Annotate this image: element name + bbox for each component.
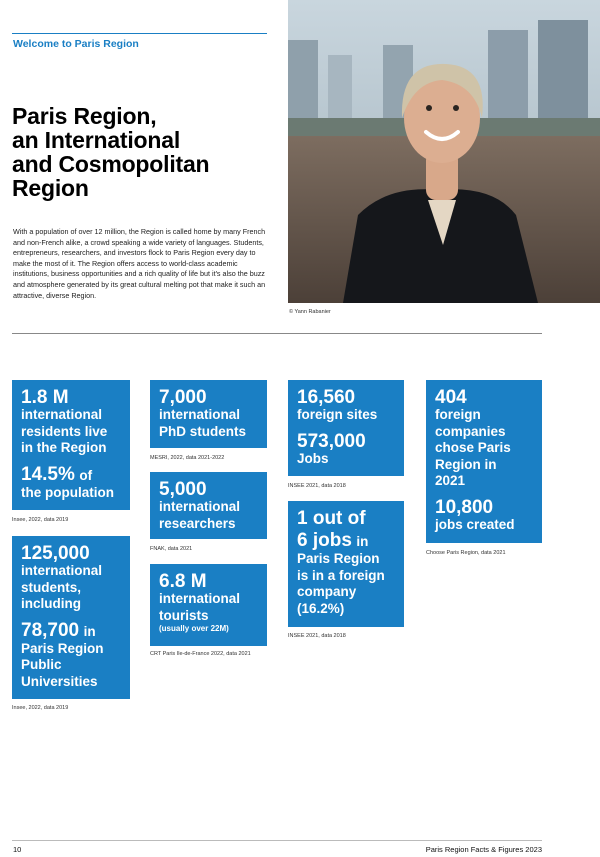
- jobs-ratio-line1: 1 out of: [297, 508, 366, 529]
- foreign-sites-source: INSEE 2021, data 2018: [288, 483, 346, 489]
- companies-value: 404: [435, 387, 467, 408]
- residents-pct-of: of: [79, 467, 93, 483]
- photo-credit: © Yann Rabanier: [289, 309, 331, 315]
- students-label-2: students,: [21, 579, 82, 595]
- card-phd-students: [150, 380, 267, 448]
- jobs-ratio-source: INSEE 2021, data 2018: [288, 633, 346, 639]
- residents-source: Insee, 2022, data 2019: [12, 517, 69, 523]
- foreign-sites-value: 16,560: [297, 387, 356, 408]
- title-line-2: an International: [12, 127, 181, 153]
- residents-label-2: residents live: [21, 423, 108, 439]
- jobs-ratio-label-1: Paris Region: [297, 551, 380, 566]
- footer-rule: [12, 840, 542, 841]
- jobs-ratio-label-4: (16.2%): [297, 600, 345, 616]
- tourists-label-2: tourists: [159, 607, 209, 623]
- jobs-label: Jobs: [297, 450, 329, 466]
- companies-source: Choose Paris Region, data 2021: [426, 550, 506, 556]
- students-source: Insee, 2022, data 2019: [12, 705, 69, 711]
- card-foreign-companies: [426, 380, 542, 543]
- card-jobs-ratio: [288, 501, 404, 627]
- foreign-sites-label: foreign sites: [297, 407, 378, 422]
- card-international-students: [12, 536, 130, 699]
- researchers-value: 5,000: [159, 479, 207, 500]
- jobs-created-value: 10,800: [435, 496, 494, 518]
- jobs-ratio-label-3: company: [297, 584, 357, 599]
- residents-value: 1.8 M: [21, 387, 69, 408]
- students-label2-2: Public: [21, 657, 62, 672]
- page-number: 10: [13, 845, 22, 854]
- residents-pct-label: the population: [21, 484, 114, 500]
- jobs-created-label: jobs created: [435, 516, 515, 532]
- students-label2-3: Universities: [21, 673, 98, 689]
- portrait-photo: [288, 0, 600, 303]
- researchers-label-1: international: [159, 499, 241, 514]
- card-foreign-sites: [288, 380, 404, 476]
- card-international-residents: [12, 380, 130, 510]
- students-label-3: including: [21, 596, 81, 611]
- card-tourists: [150, 564, 267, 646]
- students-label-1: international: [21, 563, 103, 578]
- page-title: [12, 104, 272, 200]
- publication-title: Paris Region Facts & Figures 2023: [425, 845, 542, 854]
- tourists-label-1: international: [159, 591, 241, 606]
- phd-value: 7,000: [159, 387, 207, 408]
- title-line-3: and Cosmopolitan: [12, 151, 210, 177]
- tourists-source: CRT Paris Ile-de-France 2022, data 2021: [150, 651, 251, 657]
- phd-label-2: PhD students: [159, 423, 247, 439]
- section-kicker: Welcome to Paris Region: [13, 38, 139, 50]
- researchers-source: FNAK, data 2021: [150, 546, 193, 552]
- students-value: 125,000: [21, 543, 90, 564]
- title-line-4: Region: [12, 175, 89, 201]
- residents-label-3: in the Region: [21, 440, 107, 455]
- tourists-note: (usually over 22M): [159, 624, 229, 633]
- companies-label-2: companies: [435, 423, 506, 439]
- companies-label-1: foreign: [435, 407, 481, 422]
- residents-label-1: international: [21, 407, 103, 422]
- intro-paragraph: With a population of over 12 million, the Region is called home by many French and non-French alike, a crowd speaking a wide variety of languages. Students, entrepreneurs, researchers, and investors flock to Paris Region every day to make the most of it. The Region offers access to world-class academic institutions, business opportunities and a rich quality of life but it's also the buzz and atmosphere generated by its great cultural melting pot that make it such an attractive, diverse Region.: [13, 227, 266, 300]
- card-researchers: [150, 472, 267, 539]
- section-divider: [12, 333, 542, 334]
- tourists-value: 6.8 M: [159, 571, 207, 592]
- jobs-value: 573,000: [297, 430, 366, 452]
- jobs-ratio-label-2: is in a foreign: [297, 567, 385, 583]
- title-line-1: Paris Region,: [12, 103, 157, 129]
- phd-label-1: international: [159, 407, 241, 422]
- students-label2-1: Paris Region: [21, 640, 104, 656]
- students-value2-in: in: [83, 623, 96, 639]
- companies-label-4: Region in: [435, 456, 497, 472]
- phd-source: MESRI, 2022, data 2021-2022: [150, 455, 225, 461]
- companies-label-3: chose Paris: [435, 440, 511, 455]
- students-value2: 78,700: [21, 619, 80, 641]
- section-rule: [12, 33, 267, 34]
- jobs-ratio-in: in: [356, 534, 369, 549]
- jobs-ratio-value: 6 jobs: [297, 530, 352, 551]
- companies-label-5: 2021: [435, 473, 466, 488]
- researchers-label-2: researchers: [159, 515, 236, 531]
- residents-pct-value: 14.5%: [21, 463, 75, 485]
